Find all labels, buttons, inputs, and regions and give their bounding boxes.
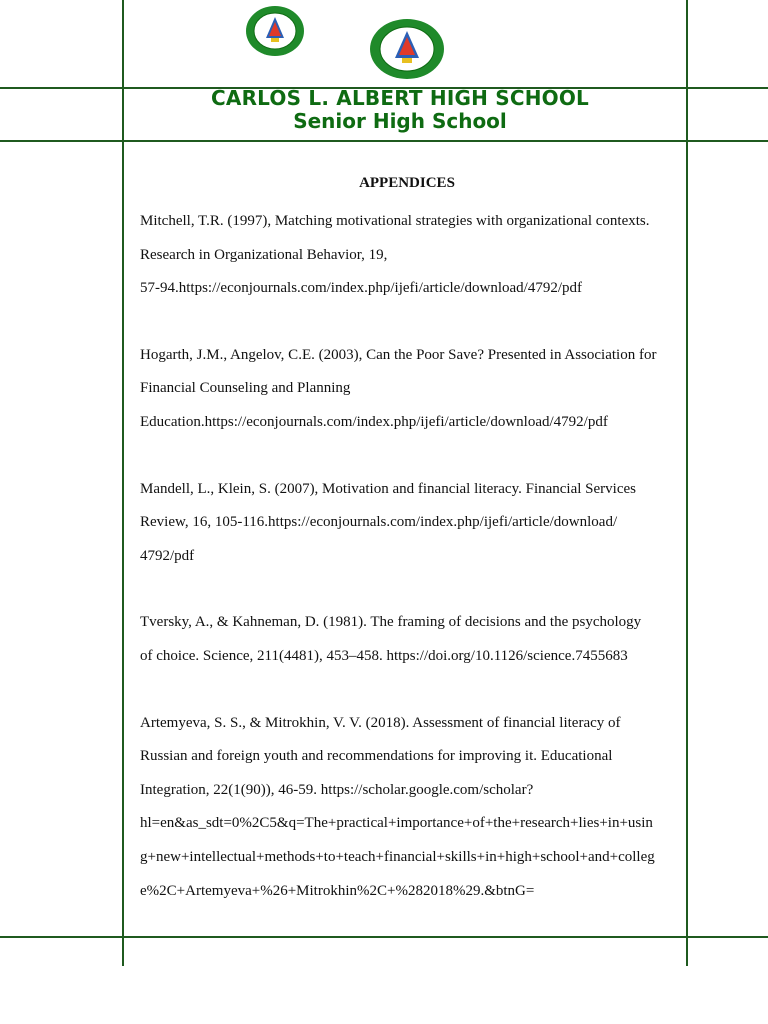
reference-entry: [140, 473, 685, 574]
reference-line: Artemyeva, S. S., & Mitrokhin, V. V. (2018). Assessment of financial literacy of: [140, 714, 621, 731]
left-frame-rule: [122, 0, 124, 966]
header-bottom-rule: [0, 140, 768, 142]
reference-line: Mitchell, T.R. (1997), Matching motivational strategies with organizational contexts.: [140, 213, 650, 229]
reference-link[interactable]: e%2C+Artemyeva+%26+Mitrokhin%2C+%282018%29.&btnG=: [140, 882, 535, 899]
reference-link[interactable]: Integration, 22(1(90)), 46-59. https://scholar.google.com/scholar?: [140, 781, 534, 798]
reference-line: Hogarth, J.M., Angelov, C.E. (2003), Can the Poor Save? Presented in Association for: [140, 346, 657, 363]
reference-link[interactable]: Education.https://econjournals.com/index.php/ijefi/article/download/4792/pdf: [140, 413, 608, 430]
reference-line: Mandell, L., Klein, S. (2007), Motivation and financial literacy. Financial Services: [140, 480, 636, 497]
school-seal-left-icon: [244, 4, 306, 58]
reference-link[interactable]: Review, 16, 105-116.https://econjournals.com/index.php/ijefi/article/download/: [140, 514, 618, 531]
reference-line: Russian and foreign youth and recommendations for improving it. Educational: [140, 748, 613, 765]
reference-link[interactable]: hl=en&as_sdt=0%2C5&q=The+practical+importance+of+the+research+lies+in+usin: [140, 815, 653, 832]
school-division: Senior High School: [293, 109, 507, 133]
school-name: CARLOS L. ALBERT HIGH SCHOOL: [211, 86, 589, 110]
reference-line: Financial Counseling and Planning: [140, 380, 351, 397]
right-frame-rule: [686, 0, 688, 966]
reference-entry: [140, 606, 685, 673]
reference-link[interactable]: 4792/pdf: [140, 547, 195, 564]
school-seal-right-icon: [368, 17, 446, 81]
reference-entry: [140, 205, 685, 306]
reference-list: [140, 205, 685, 941]
reference-entry: [140, 339, 685, 440]
page-heading: APPENDICES: [359, 175, 455, 191]
reference-line: Research in Organizational Behavior, 19,: [140, 246, 388, 263]
reference-link[interactable]: g+new+intellectual+methods+to+teach+financial+skills+in+high+school+and+colleg: [140, 848, 655, 865]
reference-link[interactable]: 57-94.https://econjournals.com/index.php/ijefi/article/download/4792/pdf: [140, 280, 582, 297]
reference-link[interactable]: of choice. Science, 211(4481), 453–458. https://doi.org/10.1126/science.7455683: [140, 647, 628, 664]
reference-entry: [140, 707, 685, 909]
reference-line: Tversky, A., & Kahneman, D. (1981). The framing of decisions and the psychology: [140, 614, 642, 631]
